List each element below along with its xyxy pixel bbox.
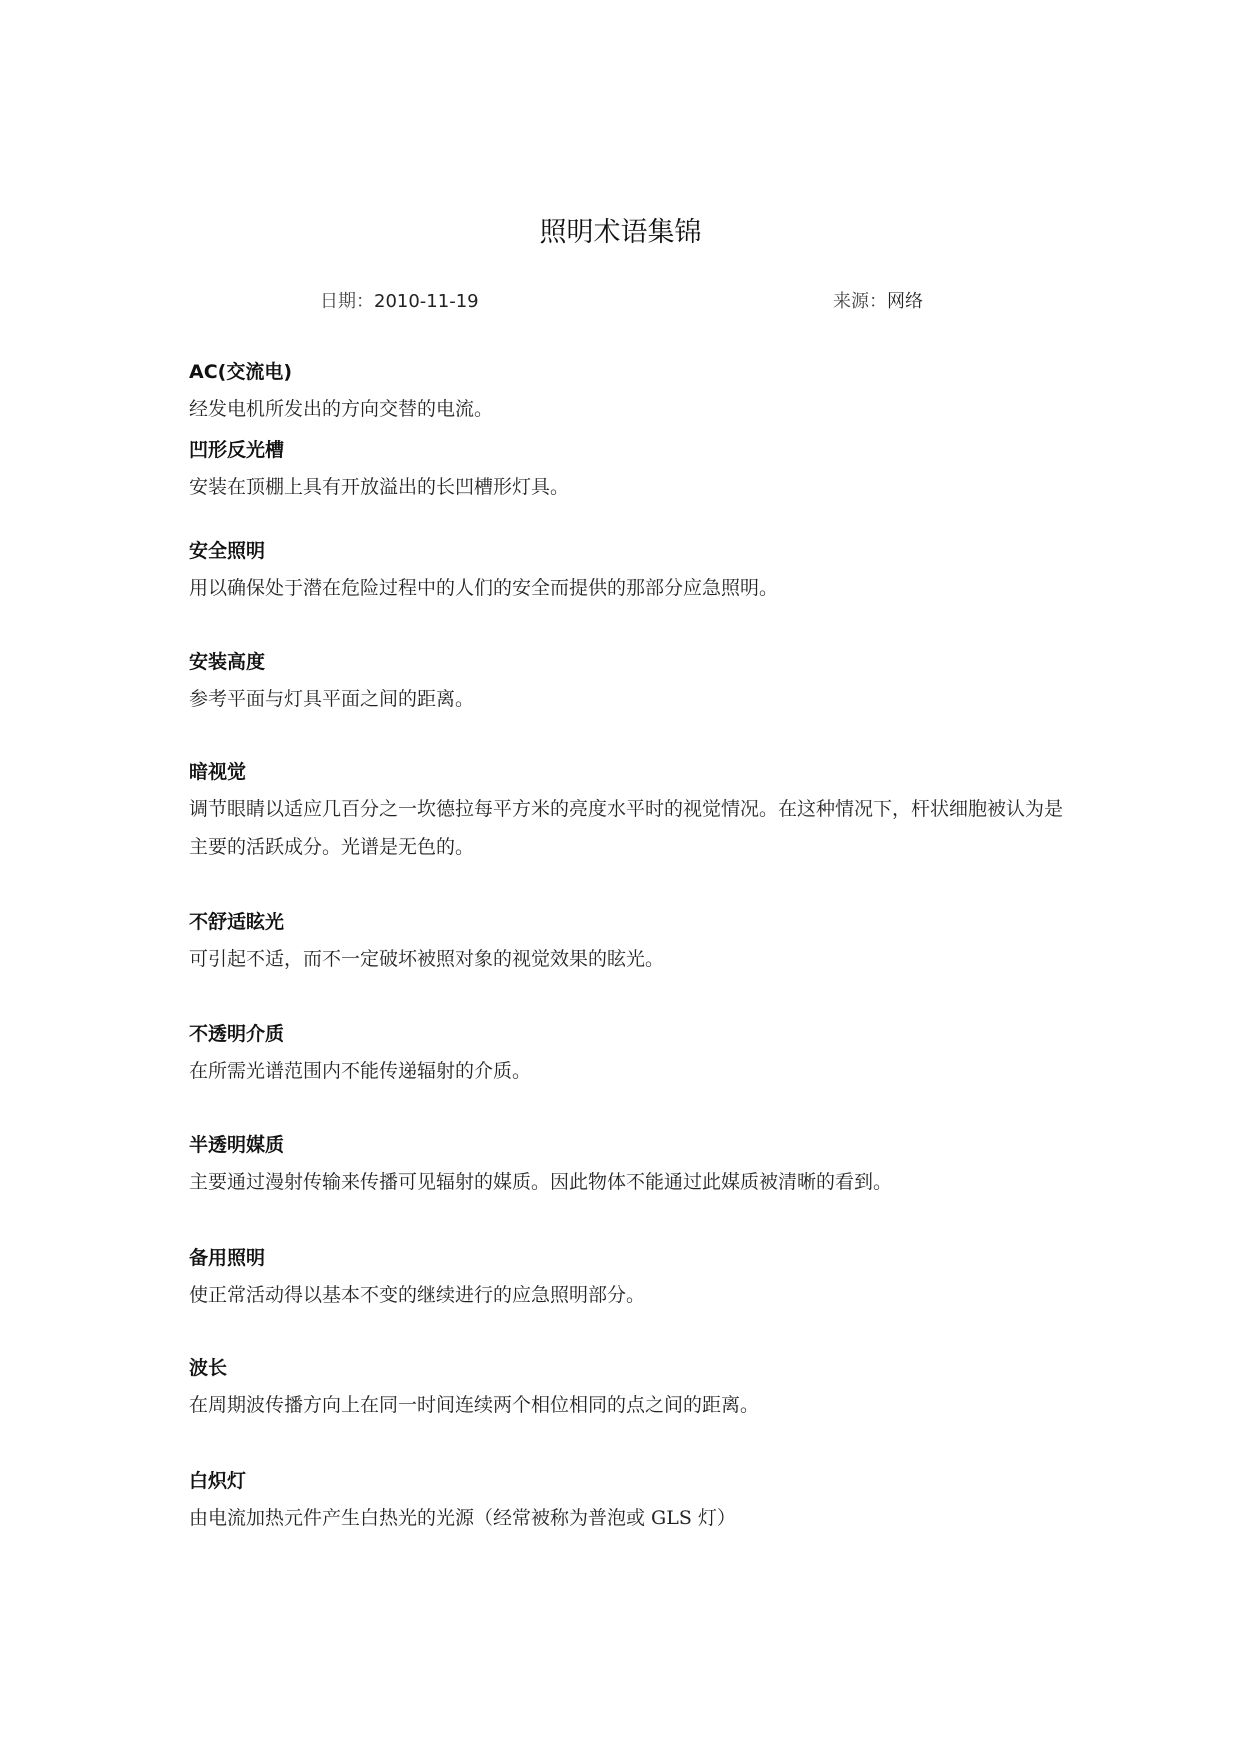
glossary-entry <box>189 758 1069 908</box>
glossary-entry <box>189 1244 1069 1354</box>
entry-term: 安全照明 <box>189 540 266 562</box>
entry-definition: 经发电机所发出的方向交替的电流。 <box>189 398 494 420</box>
date-line <box>320 290 479 314</box>
glossary-entry <box>189 1131 1069 1244</box>
entry-term: 不透明介质 <box>189 1023 285 1045</box>
entry-term: 凹形反光槽 <box>189 439 285 461</box>
entry-definition: 用以确保处于潜在危险过程中的人们的安全而提供的那部分应急照明。 <box>189 577 779 599</box>
entry-term: 备用照明 <box>189 1247 266 1269</box>
entry-definition: 可引起不适，而不一定破坏被照对象的视觉效果的眩光。 <box>189 948 665 970</box>
source-label: 来源： <box>833 291 887 312</box>
entry-definition: 调节眼睛以适应几百分之一坎德拉每平方米的亮度水平时的视觉情况。在这种情况下，杆状细胞被认为是主要的活跃成分。光谱是无色的。 <box>189 798 1064 858</box>
entry-definition: 在周期波传播方向上在同一时间连续两个相位相同的点之间的距离。 <box>189 1394 760 1416</box>
date-value: 2010-11-19 <box>374 291 479 312</box>
glossary-entry <box>189 358 1069 436</box>
glossary-entry <box>189 1354 1069 1467</box>
entry-term: 暗视觉 <box>189 761 247 783</box>
entry-definition: 参考平面与灯具平面之间的距离。 <box>189 688 475 710</box>
glossary-entry <box>189 1467 1069 1547</box>
glossary-entry <box>189 908 1069 1020</box>
source-value: 网络 <box>887 291 923 312</box>
source-line <box>833 290 923 314</box>
entry-term: 不舒适眩光 <box>189 911 285 933</box>
entry-term: AC(交流电) <box>189 361 293 383</box>
entry-definition: 由电流加热元件产生白热光的光源（经常被称为普泡或 GLS 灯） <box>189 1507 736 1529</box>
glossary-entry <box>189 648 1069 758</box>
entry-definition: 主要通过漫射传输来传播可见辐射的媒质。因此物体不能通过此媒质被清晰的看到。 <box>189 1171 893 1193</box>
entry-term: 安装高度 <box>189 651 266 673</box>
date-label: 日期： <box>320 291 374 312</box>
entry-definition: 使正常活动得以基本不变的继续进行的应急照明部分。 <box>189 1284 646 1306</box>
entry-term: 波长 <box>189 1357 228 1379</box>
page-title: 照明术语集锦 <box>539 217 702 248</box>
glossary-entry <box>189 436 1069 537</box>
entry-term: 半透明媒质 <box>189 1134 285 1156</box>
glossary-entry <box>189 1020 1069 1131</box>
glossary-list <box>189 358 1069 1547</box>
entry-definition: 安装在顶棚上具有开放溢出的长凹槽形灯具。 <box>189 476 570 498</box>
entry-definition: 在所需光谱范围内不能传递辐射的介质。 <box>189 1060 532 1082</box>
glossary-entry <box>189 537 1069 648</box>
entry-term: 白炽灯 <box>189 1470 247 1492</box>
